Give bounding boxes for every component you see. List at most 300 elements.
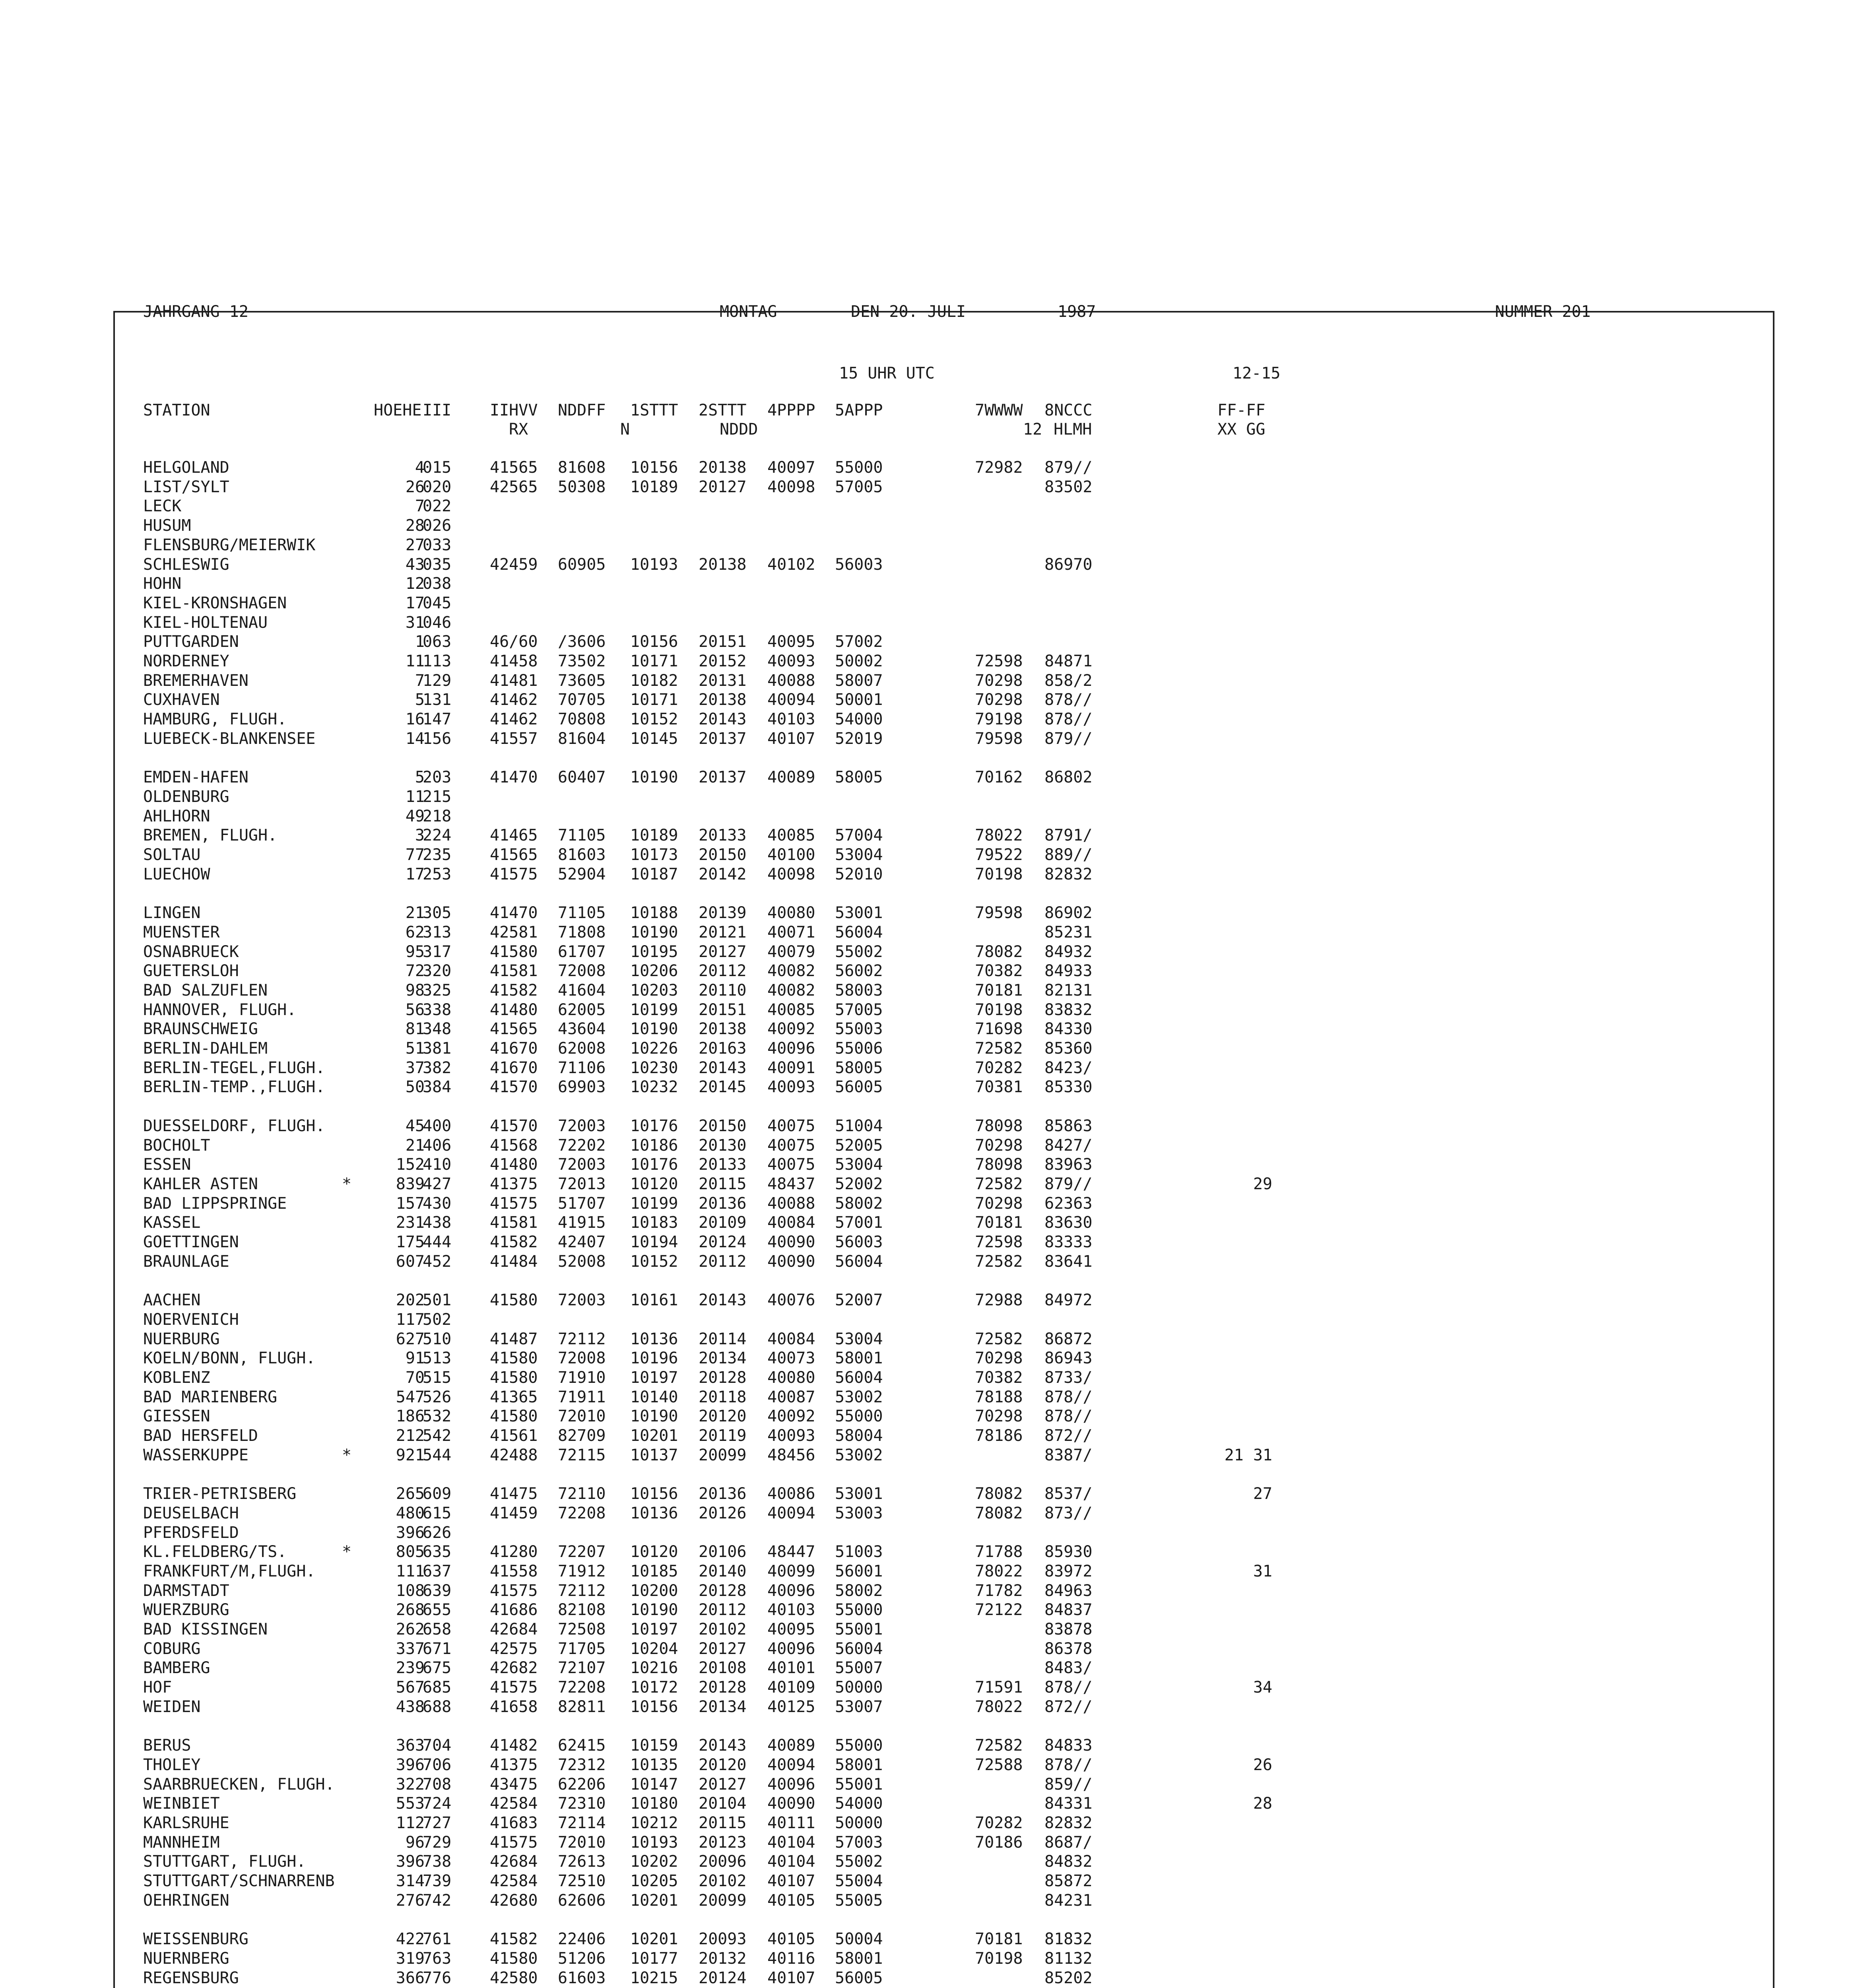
cell-nddff: 72107 <box>558 1659 606 1677</box>
cell-hoehe: 547 <box>396 1388 425 1406</box>
cell-iii: 452 <box>423 1252 452 1271</box>
cell-nddff: 72003 <box>558 1155 606 1174</box>
cell-s2: 20106 <box>699 1543 747 1561</box>
station-row <box>0 1194 1850 1213</box>
station-row <box>0 632 1850 651</box>
cell-iihvv: 41575 <box>490 1194 538 1213</box>
cell-hoehe: 839 <box>396 1175 425 1193</box>
cell-p4: 40093 <box>767 1078 815 1097</box>
cell-iii: 532 <box>423 1407 452 1426</box>
cell-iii: 406 <box>423 1136 452 1155</box>
cell-name: WUERZBURG <box>143 1601 229 1619</box>
cell-nddff: 60407 <box>558 768 606 787</box>
cell-mark: * <box>342 1446 352 1464</box>
cell-w7: 78188 <box>975 1388 1023 1406</box>
cell-p4: 40095 <box>767 1620 815 1639</box>
cell-s1: 10197 <box>630 1368 678 1387</box>
cell-nddff: 72008 <box>558 962 606 980</box>
cell-s1: 10230 <box>630 1058 678 1077</box>
cell-s1: 10152 <box>630 1252 678 1271</box>
cell-iii: 739 <box>423 1872 452 1891</box>
cell-hoehe: 268 <box>396 1601 425 1619</box>
cell-w7: 70186 <box>975 1833 1023 1852</box>
station-row <box>0 1116 1850 1136</box>
cell-s1: 10200 <box>630 1581 678 1600</box>
cell-n8: 83832 <box>1044 1000 1093 1019</box>
station-row <box>0 1291 1850 1310</box>
cell-iihvv: 42488 <box>490 1446 538 1464</box>
cell-nddff: 51707 <box>558 1194 606 1213</box>
cell-name: THOLEY <box>143 1755 201 1774</box>
cell-hoehe: 11 <box>405 652 425 670</box>
cell-w7: 78022 <box>975 1697 1023 1716</box>
cell-name: GUETERSLOH <box>143 962 239 980</box>
cell-hoehe: 265 <box>396 1485 425 1503</box>
cell-p4: 40093 <box>767 1427 815 1445</box>
cell-ff: 29 <box>1253 1175 1272 1193</box>
cell-s1: 10172 <box>630 1678 678 1697</box>
cell-s2: 20123 <box>699 1833 747 1852</box>
cell-name: PUTTGARDEN <box>143 633 239 651</box>
cell-nddff: 72003 <box>558 1116 606 1135</box>
cell-hoehe: 72 <box>405 962 425 980</box>
cell-w7: 70298 <box>975 1349 1023 1368</box>
cell-nddff: 71105 <box>558 904 606 922</box>
cell-p4: 40095 <box>767 633 815 651</box>
station-row <box>0 1794 1850 1813</box>
cell-a5: 58002 <box>835 1194 883 1213</box>
cell-iihvv: 41459 <box>490 1504 538 1522</box>
cell-w7: 70298 <box>975 1407 1023 1426</box>
cell-a5: 53004 <box>835 1155 883 1174</box>
station-row <box>0 845 1850 864</box>
cell-w7: 70381 <box>975 1078 1023 1097</box>
cell-n8: 84972 <box>1044 1291 1093 1310</box>
col-2sttt: 2STTT <box>699 401 747 419</box>
cell-name: COBURG <box>143 1639 201 1658</box>
cell-s2: 20128 <box>699 1581 747 1600</box>
cell-name: OSNABRUECK <box>143 942 239 961</box>
cell-name: NORDERNEY <box>143 652 229 670</box>
cell-p4: 40090 <box>767 1794 815 1813</box>
cell-iii: 763 <box>423 1949 452 1968</box>
cell-p4: 40107 <box>767 729 815 748</box>
cell-hoehe: 91 <box>405 1349 425 1368</box>
cell-p4: 40089 <box>767 768 815 787</box>
cell-s2: 20127 <box>699 942 747 961</box>
cell-name: TRIER-PETRISBERG <box>143 1485 297 1503</box>
cell-s2: 20142 <box>699 865 747 883</box>
cell-nddff: 73605 <box>558 671 606 690</box>
cell-iii: 688 <box>423 1697 452 1716</box>
cell-w7: 71591 <box>975 1678 1023 1697</box>
cell-nddff: 72312 <box>558 1755 606 1774</box>
col-5appp: 5APPP <box>835 401 883 419</box>
cell-s2: 20134 <box>699 1697 747 1716</box>
cell-name: HAMBURG, FLUGH. <box>143 710 287 729</box>
cell-iii: 348 <box>423 1020 452 1039</box>
cell-name: KIEL-KRONSHAGEN <box>143 594 287 612</box>
cell-iihvv: 41565 <box>490 1020 538 1039</box>
col-iihvv-sub: RX <box>509 420 528 439</box>
cell-iii: 253 <box>423 865 452 883</box>
cell-name: GIESSEN <box>143 1407 210 1426</box>
cell-name: NOERVENICH <box>143 1310 239 1329</box>
cell-nddff: 72613 <box>558 1852 606 1871</box>
station-row <box>0 826 1850 845</box>
cell-iii: 235 <box>423 846 452 864</box>
cell-iii: 325 <box>423 981 452 1000</box>
cell-name: BOCHOLT <box>143 1136 210 1155</box>
cell-a5: 53003 <box>835 1504 883 1522</box>
cell-a5: 51004 <box>835 1116 883 1135</box>
cell-s2: 20128 <box>699 1368 747 1387</box>
cell-a5: 56005 <box>835 1969 883 1987</box>
cell-p4: 40084 <box>767 1213 815 1232</box>
cell-nddff: 62606 <box>558 1891 606 1910</box>
cell-s2: 20151 <box>699 633 747 651</box>
cell-iii: 015 <box>423 458 452 477</box>
cell-n8: 8733/ <box>1044 1368 1093 1387</box>
station-row <box>0 923 1850 942</box>
cell-nddff: 70808 <box>558 710 606 729</box>
cell-hoehe: 396 <box>396 1523 425 1542</box>
cell-p4: 40093 <box>767 652 815 670</box>
cell-a5: 54000 <box>835 710 883 729</box>
cell-n8: 86943 <box>1044 1349 1093 1368</box>
cell-a5: 50000 <box>835 1814 883 1832</box>
cell-a5: 55000 <box>835 1407 883 1426</box>
cell-w7: 70282 <box>975 1814 1023 1832</box>
cell-a5: 58002 <box>835 1581 883 1600</box>
cell-hoehe: 921 <box>396 1446 425 1464</box>
cell-s1: 10147 <box>630 1775 678 1794</box>
cell-a5: 50001 <box>835 691 883 709</box>
cell-s2: 20093 <box>699 1930 747 1949</box>
cell-n8: 878// <box>1044 710 1093 729</box>
cell-hoehe: 43 <box>405 555 425 574</box>
cell-nddff: 50308 <box>558 478 606 496</box>
cell-a5: 57001 <box>835 1213 883 1232</box>
cell-s1: 10176 <box>630 1155 678 1174</box>
cell-s2: 20120 <box>699 1755 747 1774</box>
cell-iii: 671 <box>423 1639 452 1658</box>
cell-nddff: 71911 <box>558 1388 606 1406</box>
cell-hoehe: 4 <box>415 458 425 477</box>
cell-iii: 675 <box>423 1659 452 1677</box>
cell-name: KL.FELDBERG/TS. <box>143 1543 287 1561</box>
cell-s2: 20138 <box>699 691 747 709</box>
cell-nddff: 41915 <box>558 1213 606 1232</box>
cell-w7: 72598 <box>975 652 1023 670</box>
cell-iii: 045 <box>423 594 452 612</box>
cell-p4: 40094 <box>767 1755 815 1774</box>
cell-name: LIST/SYLT <box>143 478 229 496</box>
station-row <box>0 1349 1850 1368</box>
cell-hoehe: 7 <box>415 671 425 690</box>
cell-p4: 40092 <box>767 1407 815 1426</box>
cell-hoehe: 422 <box>396 1930 425 1949</box>
cell-s1: 10140 <box>630 1388 678 1406</box>
cell-n8: 873// <box>1044 1504 1093 1522</box>
cell-s2: 20121 <box>699 923 747 942</box>
cell-iihvv: 41470 <box>490 768 538 787</box>
cell-a5: 55002 <box>835 942 883 961</box>
cell-nddff: /3606 <box>558 633 606 651</box>
cell-name: MUENSTER <box>143 923 220 942</box>
cell-s2: 20115 <box>699 1175 747 1193</box>
cell-iii: 427 <box>423 1175 452 1193</box>
cell-s1: 10206 <box>630 962 678 980</box>
cell-hoehe: 70 <box>405 1368 425 1387</box>
cell-s2: 20124 <box>699 1233 747 1251</box>
cell-s1: 10182 <box>630 671 678 690</box>
cell-nddff: 72003 <box>558 1291 606 1310</box>
cell-s1: 10201 <box>630 1427 678 1445</box>
cell-n8: 889// <box>1044 846 1093 864</box>
cell-ff: 28 <box>1253 1794 1272 1813</box>
cell-s2: 20151 <box>699 1000 747 1019</box>
cell-nddff: 70705 <box>558 691 606 709</box>
cell-a5: 53001 <box>835 1485 883 1503</box>
cell-hoehe: 553 <box>396 1794 425 1813</box>
cell-name: KOELN/BONN, FLUGH. <box>143 1349 316 1368</box>
cell-iihvv: 42575 <box>490 1639 538 1658</box>
cell-s2: 20143 <box>699 1058 747 1077</box>
group-separator <box>0 1465 1850 1484</box>
station-row <box>0 1542 1850 1561</box>
station-row <box>0 1388 1850 1407</box>
cell-s1: 10171 <box>630 691 678 709</box>
station-row <box>0 1775 1850 1794</box>
cell-name: FLENSBURG/MEIERWIK <box>143 536 316 554</box>
cell-s1: 10159 <box>630 1736 678 1755</box>
cell-s1: 10205 <box>630 1872 678 1891</box>
cell-name: AHLHORN <box>143 807 210 825</box>
cell-iihvv: 46/60 <box>490 633 538 651</box>
cell-name: PFERDSFELD <box>143 1523 239 1542</box>
cell-n8: 84932 <box>1044 942 1093 961</box>
cell-p4: 40082 <box>767 981 815 1000</box>
cell-hoehe: 112 <box>396 1814 425 1832</box>
cell-iihvv: 42459 <box>490 555 538 574</box>
station-row <box>0 729 1850 748</box>
station-row <box>0 1562 1850 1581</box>
cell-w7: 78082 <box>975 1485 1023 1503</box>
cell-n8: 8791/ <box>1044 826 1093 845</box>
cell-name: GOETTINGEN <box>143 1233 239 1251</box>
cell-s2: 20118 <box>699 1388 747 1406</box>
cell-s2: 20150 <box>699 846 747 864</box>
cell-p4: 40097 <box>767 458 815 477</box>
cell-w7: 70198 <box>975 865 1023 883</box>
col-1sttt: 1STTT <box>630 401 678 419</box>
cell-nddff: 82811 <box>558 1697 606 1716</box>
cell-s2: 20136 <box>699 1485 747 1503</box>
cell-n8: 83630 <box>1044 1213 1093 1232</box>
cell-nddff: 72013 <box>558 1175 606 1193</box>
col-8nccc-sub: HLMH <box>1054 420 1092 439</box>
station-row <box>0 1330 1850 1349</box>
cell-p4: 40090 <box>767 1252 815 1271</box>
cell-s1: 10216 <box>630 1659 678 1677</box>
cell-name: BREMEN, FLUGH. <box>143 826 278 845</box>
cell-iihvv: 41581 <box>490 1213 538 1232</box>
col-ff: FF-FF <box>1217 401 1266 419</box>
cell-s1: 10196 <box>630 1349 678 1368</box>
cell-name: STUTTGART, FLUGH. <box>143 1852 306 1871</box>
station-row <box>0 497 1850 516</box>
cell-s2: 20112 <box>699 1252 747 1271</box>
cell-s1: 10136 <box>630 1504 678 1522</box>
cell-hoehe: 77 <box>405 846 425 864</box>
cell-iihvv: 41580 <box>490 1368 538 1387</box>
cell-a5: 50000 <box>835 1678 883 1697</box>
cell-w7: 70162 <box>975 768 1023 787</box>
cell-name: BRAUNSCHWEIG <box>143 1020 258 1039</box>
cell-nddff: 72110 <box>558 1485 606 1503</box>
cell-nddff: 81604 <box>558 729 606 748</box>
cell-iihvv: 41683 <box>490 1814 538 1832</box>
cell-s2: 20143 <box>699 710 747 729</box>
cell-n8: 85330 <box>1044 1078 1093 1097</box>
col-1sttt-sub: N <box>620 420 630 439</box>
cell-iihvv: 41482 <box>490 1736 538 1755</box>
cell-p4: 40080 <box>767 904 815 922</box>
cell-nddff: 72112 <box>558 1330 606 1348</box>
cell-iihvv: 41458 <box>490 652 538 670</box>
station-row <box>0 1252 1850 1271</box>
cell-s1: 10189 <box>630 478 678 496</box>
cell-hoehe: 319 <box>396 1949 425 1968</box>
cell-name: HELGOLAND <box>143 458 229 477</box>
cell-n8: 83972 <box>1044 1562 1093 1580</box>
cell-w7: 70298 <box>975 1194 1023 1213</box>
cell-ff: 34 <box>1253 1678 1272 1697</box>
cell-nddff: 71105 <box>558 826 606 845</box>
cell-name: BERLIN-TEMP.,FLUGH. <box>143 1078 325 1097</box>
cell-n8: 879// <box>1044 458 1093 477</box>
cell-s2: 20096 <box>699 1852 747 1871</box>
station-row <box>0 1697 1850 1716</box>
cell-name: LUEBECK-BLANKENSEE <box>143 729 316 748</box>
station-row <box>0 516 1850 535</box>
cell-iii: 026 <box>423 516 452 535</box>
cell-w7: 79598 <box>975 729 1023 748</box>
station-row <box>0 1213 1850 1232</box>
cell-p4: 40090 <box>767 1233 815 1251</box>
group-separator <box>0 1717 1850 1736</box>
cell-iii: 317 <box>423 942 452 961</box>
cell-nddff: 42407 <box>558 1233 606 1251</box>
cell-n8: 82832 <box>1044 865 1093 883</box>
cell-n8: 86872 <box>1044 1330 1093 1348</box>
cell-hoehe: 27 <box>405 536 425 554</box>
cell-s1: 10188 <box>630 904 678 922</box>
cell-iii: 384 <box>423 1078 452 1097</box>
cell-s1: 10156 <box>630 1697 678 1716</box>
cell-a5: 55002 <box>835 1852 883 1871</box>
cell-p4: 40096 <box>767 1581 815 1600</box>
date-label: DEN 20. JULI <box>851 303 966 321</box>
cell-hoehe: 805 <box>396 1543 425 1561</box>
group-separator <box>0 884 1850 903</box>
cell-w7: 78082 <box>975 1504 1023 1522</box>
cell-a5: 52002 <box>835 1175 883 1193</box>
cell-s1: 10177 <box>630 1949 678 1968</box>
cell-iihvv: 41582 <box>490 981 538 1000</box>
cell-iihvv: 41580 <box>490 942 538 961</box>
col-iii: III <box>423 401 452 419</box>
cell-iii: 639 <box>423 1581 452 1600</box>
cell-nddff: 62008 <box>558 1039 606 1058</box>
cell-iihvv: 42680 <box>490 1891 538 1910</box>
cell-s1: 10185 <box>630 1562 678 1580</box>
cell-iii: 609 <box>423 1485 452 1503</box>
cell-s2: 20143 <box>699 1736 747 1755</box>
observation-time: 15 UHR UTC <box>839 364 935 382</box>
cell-p4: 40096 <box>767 1039 815 1058</box>
cell-n8: 84963 <box>1044 1581 1093 1600</box>
cell-s2: 20112 <box>699 1601 747 1619</box>
cell-a5: 56002 <box>835 962 883 980</box>
station-row <box>0 1058 1850 1077</box>
cell-s1: 10226 <box>630 1039 678 1058</box>
cell-iii: 320 <box>423 962 452 980</box>
cell-iii: 742 <box>423 1891 452 1910</box>
station-row <box>0 1813 1850 1833</box>
cell-w7: 71782 <box>975 1581 1023 1600</box>
cell-nddff: 71106 <box>558 1058 606 1077</box>
cell-s1: 10156 <box>630 633 678 651</box>
cell-ff: 27 <box>1253 1485 1272 1503</box>
cell-p4: 40125 <box>767 1697 815 1716</box>
cell-a5: 52010 <box>835 865 883 883</box>
cell-iii: 544 <box>423 1446 452 1464</box>
cell-iihvv: 41375 <box>490 1755 538 1774</box>
cell-n8: 83333 <box>1044 1233 1093 1251</box>
cell-n8: 84933 <box>1044 962 1093 980</box>
cell-hoehe: 56 <box>405 1000 425 1019</box>
cell-a5: 55001 <box>835 1775 883 1794</box>
column-headers <box>0 401 1850 441</box>
cell-iii: 224 <box>423 826 452 845</box>
cell-n8: 8423/ <box>1044 1058 1093 1077</box>
station-row <box>0 1504 1850 1523</box>
cell-hoehe: 21 <box>405 1136 425 1155</box>
cell-a5: 53004 <box>835 846 883 864</box>
cell-hoehe: 5 <box>415 691 425 709</box>
cell-hoehe: 212 <box>396 1427 425 1445</box>
cell-name: WEINBIET <box>143 1794 220 1813</box>
cell-iihvv: 41481 <box>490 671 538 690</box>
cell-n8: 878// <box>1044 691 1093 709</box>
cell-name: BERLIN-DAHLEM <box>143 1039 268 1058</box>
cell-iihvv: 42565 <box>490 478 538 496</box>
station-row <box>0 1368 1850 1387</box>
cell-s1: 10193 <box>630 555 678 574</box>
cell-name: STUTTGART/SCHNARRENB <box>143 1872 335 1891</box>
cell-iii: 131 <box>423 691 452 709</box>
cell-n8: 878// <box>1044 1678 1093 1697</box>
cell-p4: 40109 <box>767 1678 815 1697</box>
cell-n8: 879// <box>1044 729 1093 748</box>
cell-iii: 400 <box>423 1116 452 1135</box>
cell-n8: 85872 <box>1044 1872 1093 1891</box>
station-row <box>0 981 1850 1000</box>
cell-iii: 046 <box>423 613 452 632</box>
cell-p4: 40094 <box>767 1504 815 1522</box>
